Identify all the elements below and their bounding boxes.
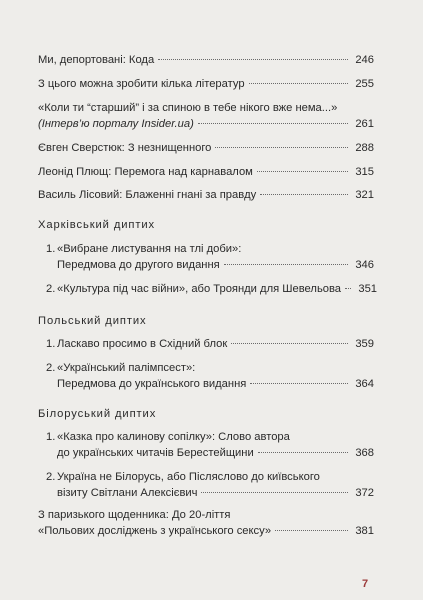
toc-entry <box>38 507 374 539</box>
dot-leader <box>250 382 348 384</box>
toc-entry-page: 255 <box>355 78 374 90</box>
toc-entry <box>38 100 374 132</box>
toc-entry-page: 368 <box>355 447 374 459</box>
toc-subentry <box>46 281 378 297</box>
section-heading-kharkiv: Харківський диптих <box>38 219 156 231</box>
toc-entry-title: «Культура під час війни», або Троянди для Шевельова <box>57 283 342 295</box>
toc-subentry <box>46 241 374 273</box>
toc-entry-page: 351 <box>358 283 378 295</box>
toc-entry <box>38 76 374 92</box>
dot-leader <box>260 193 348 195</box>
section-heading-belarus: Білоруський диптих <box>38 408 157 420</box>
dot-leader <box>198 122 348 124</box>
toc-entry <box>38 52 374 68</box>
dot-leader <box>345 287 351 289</box>
toc-entry-title: З цього можна зробити кілька літератур <box>38 78 245 90</box>
toc-entry-page: 321 <box>355 189 374 201</box>
toc-entry-page: 364 <box>355 378 374 390</box>
item-number: 2. <box>46 471 56 483</box>
toc-entry-title: «Казка про калинову сопілку»: Слово автора <box>57 431 290 443</box>
dot-leader <box>275 529 348 531</box>
toc-entry-page: 372 <box>355 487 374 499</box>
toc-entry-page: 381 <box>355 525 374 537</box>
toc-entry-page: 261 <box>355 118 374 130</box>
toc-entry-subtitle: (Інтерв’ю порталу Insider.ua) <box>38 118 194 130</box>
toc-entry-title-cont: візиту Світлани Алексієвич <box>57 487 198 499</box>
toc-entry-title: «Коли ти “старший” і за спиною в тебе нікого вже нема...» <box>38 102 338 114</box>
dot-leader <box>158 58 348 60</box>
toc-entry <box>38 187 374 203</box>
dot-leader <box>215 146 348 148</box>
toc-entry-title-cont: Передмова до другого видання <box>57 259 220 271</box>
toc-entry-page: 246 <box>355 54 374 66</box>
item-number: 1. <box>46 243 56 255</box>
item-number: 1. <box>46 338 56 350</box>
item-number: 2. <box>46 362 56 374</box>
toc-entry-title: Євген Сверстюк: З незнищенного <box>38 142 212 154</box>
toc-entry-title: Україна не Білорусь, або Післяслово до київського <box>57 471 320 483</box>
toc-entry-page: 288 <box>355 142 374 154</box>
section-heading-polish: Польський диптих <box>38 315 147 327</box>
toc-subentry <box>46 360 374 392</box>
dot-leader <box>258 451 348 453</box>
toc-subentry <box>46 469 374 501</box>
toc-subentry <box>46 336 374 352</box>
toc-entry <box>38 164 374 180</box>
toc-entry-title: Леонід Плющ: Перемога над карнавалом <box>38 166 253 178</box>
toc-entry-title: «Український палімпсест»: <box>57 362 196 374</box>
toc-entry-page: 346 <box>355 259 374 271</box>
toc-entry-title-cont: до українських читачів Берестейщини <box>57 447 254 459</box>
dot-leader <box>249 82 348 84</box>
toc-entry-page: 359 <box>355 338 374 350</box>
dot-leader <box>257 170 348 172</box>
page-number: 7 <box>362 578 369 590</box>
toc-entry-title: З паризького щоденника: До 20-ліття <box>38 509 231 521</box>
toc-entry-title-cont: «Польових досліджень з українського сексу» <box>38 525 272 537</box>
toc-entry <box>38 140 374 156</box>
item-number: 2. <box>46 283 56 295</box>
dot-leader <box>201 491 348 493</box>
item-number: 1. <box>46 431 56 443</box>
toc-entry-title: Ми, депортовані: Кода <box>38 54 155 66</box>
dot-leader <box>224 263 348 265</box>
toc-entry-title: «Вибране листування на тлі доби»: <box>57 243 242 255</box>
toc-entry-page: 315 <box>355 166 374 178</box>
toc-entry-title: Василь Лісовий: Блаженні гнані за правду <box>38 189 257 201</box>
toc-entry-title-cont: Передмова до українського видання <box>57 378 247 390</box>
toc-subentry <box>46 429 374 461</box>
toc-entry-title: Ласкаво просимо в Східний блок <box>57 338 228 350</box>
dot-leader <box>231 342 348 344</box>
